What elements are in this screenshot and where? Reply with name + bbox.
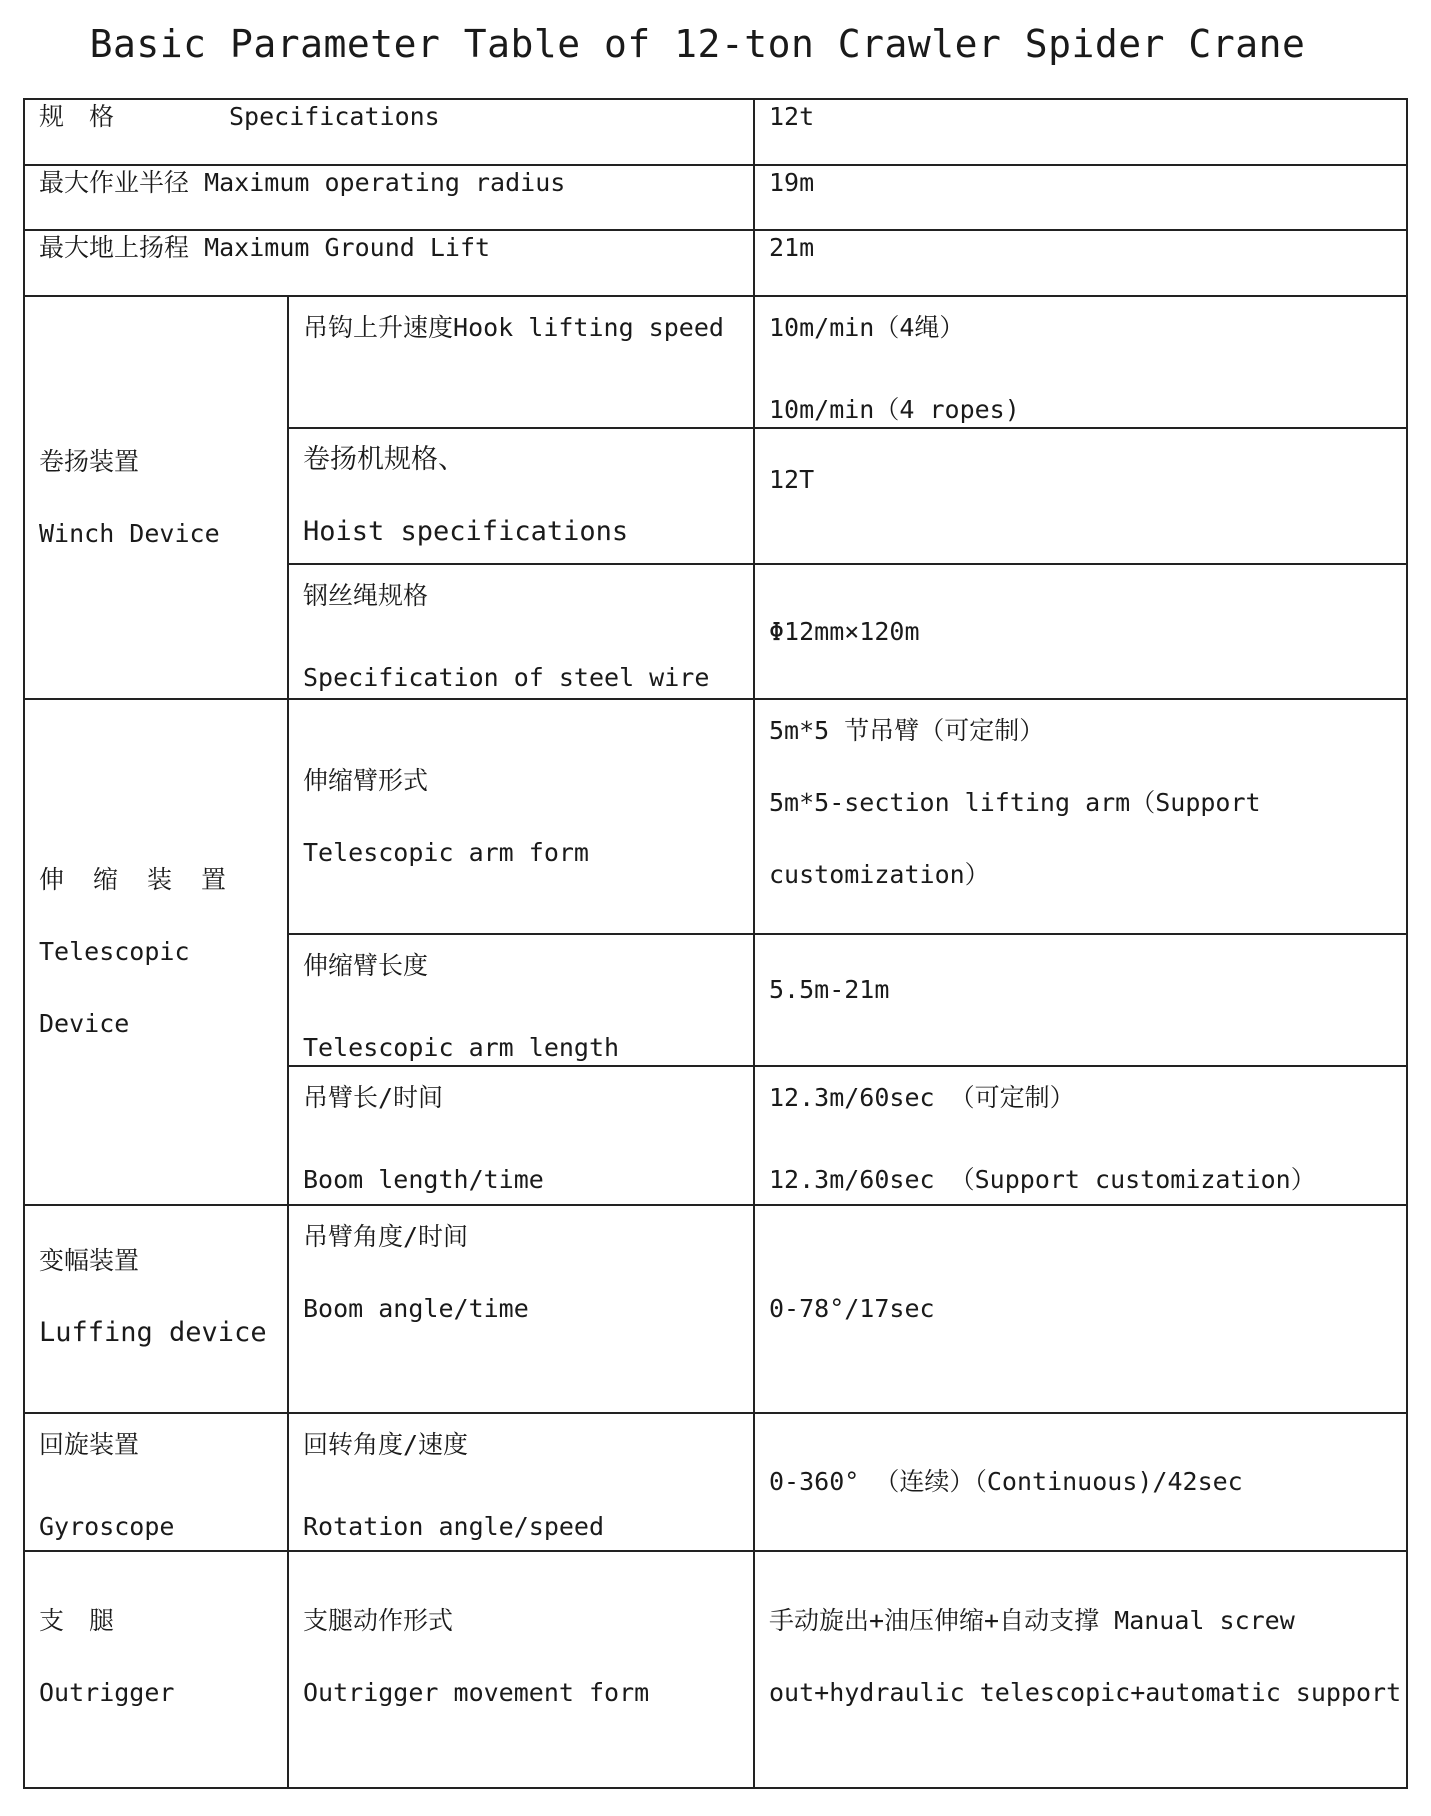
- luffing-group-cn: 变幅装置: [39, 1246, 140, 1275]
- table-row-ground-lift: [24, 230, 1407, 296]
- winch-group-cell: [24, 296, 288, 699]
- spec-label-cn: 规 格: [39, 102, 115, 131]
- radius-value-cell: [754, 165, 1407, 230]
- movement-value-1: 手动旋出+油压伸缩+自动支撑 Manual screw: [769, 1606, 1295, 1635]
- rotation-value: 0-360° （连续）（Continuous)/42sec: [769, 1467, 1243, 1496]
- radius-label-cn: 最大作业半径: [39, 168, 190, 197]
- lift-label-cell: [24, 230, 754, 296]
- table-row-arm-form: [24, 699, 1407, 934]
- arm-length-label-cn: 伸缩臂长度: [303, 951, 429, 980]
- spec-value-cell: [754, 99, 1407, 165]
- wire-label-cell: [288, 564, 754, 699]
- boom-length-value-cell: [754, 1066, 1407, 1205]
- outrigger-group-cn: 支 腿: [39, 1606, 115, 1635]
- arm-form-value-en-1: 5m*5-section lifting arm（Support: [769, 788, 1261, 817]
- parameter-table: [23, 98, 1408, 1789]
- table-row-specifications: [24, 99, 1407, 165]
- movement-label-cn: 支腿动作形式: [303, 1606, 454, 1635]
- rotation-label-en: Rotation angle/speed: [303, 1512, 605, 1541]
- lift-label-en: Maximum Ground Lift: [204, 233, 491, 262]
- arm-form-value-cell: [754, 699, 1407, 934]
- boom-length-value-cn: 12.3m/60sec （可定制）: [769, 1083, 1075, 1112]
- boom-angle-value: 0-78°/17sec: [769, 1294, 935, 1323]
- page-title: Basic Parameter Table of 12-ton Crawler Spider Crane: [89, 22, 1306, 66]
- gyro-group-cn: 回旋装置: [39, 1430, 140, 1459]
- arm-length-label-cell: [288, 934, 754, 1066]
- boom-length-label-en: Boom length/time: [303, 1165, 544, 1194]
- radius-label-en: Maximum operating radius: [204, 168, 566, 197]
- boom-angle-value-cell: [754, 1205, 1407, 1413]
- winch-group-cn: 卷扬装置: [39, 446, 140, 476]
- boom-length-value-en: 12.3m/60sec （Support customization）: [769, 1165, 1316, 1194]
- boom-angle-label-cell: [288, 1205, 754, 1413]
- radius-label-cell: [24, 165, 754, 230]
- table-row-rotation: [24, 1413, 1407, 1551]
- arm-form-label-cell: [288, 699, 754, 934]
- telescopic-group-en-1: Telescopic: [39, 937, 190, 966]
- luffing-group-en: Luffing device: [39, 1317, 267, 1348]
- telescopic-group-en-2: Device: [39, 1009, 130, 1038]
- arm-length-label-en: Telescopic arm length: [303, 1033, 620, 1062]
- movement-label-en: Outrigger movement form: [303, 1678, 650, 1707]
- hoist-value: 12T: [769, 465, 815, 494]
- hoist-label-en: Hoist specifications: [303, 516, 629, 547]
- gyro-group-en: Gyroscope: [39, 1512, 175, 1541]
- outrigger-group-cell: [24, 1551, 288, 1788]
- luffing-group-cell: [24, 1205, 288, 1413]
- wire-label-cn: 钢丝绳规格: [303, 581, 429, 610]
- hook-value-en: 10m/min（4 ropes): [769, 395, 1020, 424]
- boom-length-label-cell: [288, 1066, 754, 1205]
- arm-form-value-en-2: customization）: [769, 860, 990, 889]
- arm-form-label-cn: 伸缩臂形式: [303, 765, 429, 795]
- boom-angle-label-cn: 吊臂角度/时间: [303, 1222, 469, 1251]
- arm-form-value-cn: 5m*5 节吊臂（可定制）: [769, 716, 1045, 745]
- boom-length-label-cn: 吊臂长/时间: [303, 1083, 444, 1112]
- arm-length-value-cell: [754, 934, 1407, 1066]
- spec-label-en: Specifications: [229, 102, 440, 131]
- table-row-radius: [24, 165, 1407, 230]
- outrigger-group-en: Outrigger: [39, 1678, 175, 1707]
- winch-group-en: Winch Device: [39, 518, 220, 548]
- spec-label-cell: [24, 99, 754, 165]
- wire-value-cell: [754, 564, 1407, 699]
- hook-label-en: Hook lifting speed: [453, 313, 724, 342]
- hoist-label-cn: 卷扬机规格、: [303, 444, 465, 475]
- rotation-label-cell: [288, 1413, 754, 1551]
- wire-label-en: Specification of steel wire: [303, 663, 710, 692]
- hoist-value-cell: [754, 428, 1407, 564]
- hoist-label-cell: [288, 428, 754, 564]
- boom-angle-label-en: Boom angle/time: [303, 1294, 529, 1323]
- hook-value-cn: 10m/min（4绳）: [769, 313, 965, 342]
- telescopic-group-cn: 伸 缩 装 置: [39, 865, 229, 894]
- lift-label-cn: 最大地上扬程: [39, 233, 190, 262]
- arm-length-value: 5.5m-21m: [769, 975, 890, 1004]
- movement-value-cell: [754, 1551, 1407, 1788]
- movement-label-cell: [288, 1551, 754, 1788]
- lift-value: 21m: [769, 233, 815, 262]
- hook-label-cell: [288, 296, 754, 428]
- gyro-group-cell: [24, 1413, 288, 1551]
- spec-value: 12t: [769, 102, 815, 131]
- table-row-hook-speed: [24, 296, 1407, 428]
- table-row-boom-angle: [24, 1205, 1407, 1413]
- arm-form-label-en: Telescopic arm form: [303, 837, 589, 867]
- rotation-value-cell: [754, 1413, 1407, 1551]
- rotation-label-cn: 回转角度/速度: [303, 1430, 469, 1459]
- table-row-outrigger: [24, 1551, 1407, 1788]
- telescopic-group-cell: [24, 699, 288, 1205]
- lift-value-cell: [754, 230, 1407, 296]
- radius-value: 19m: [769, 168, 815, 197]
- hook-label-cn: 吊钩上升速度: [303, 313, 454, 342]
- wire-value: Φ12mm×120m: [769, 616, 920, 646]
- movement-value-2: out+hydraulic telescopic+automatic support: [769, 1678, 1402, 1707]
- hook-value-cell: [754, 296, 1407, 428]
